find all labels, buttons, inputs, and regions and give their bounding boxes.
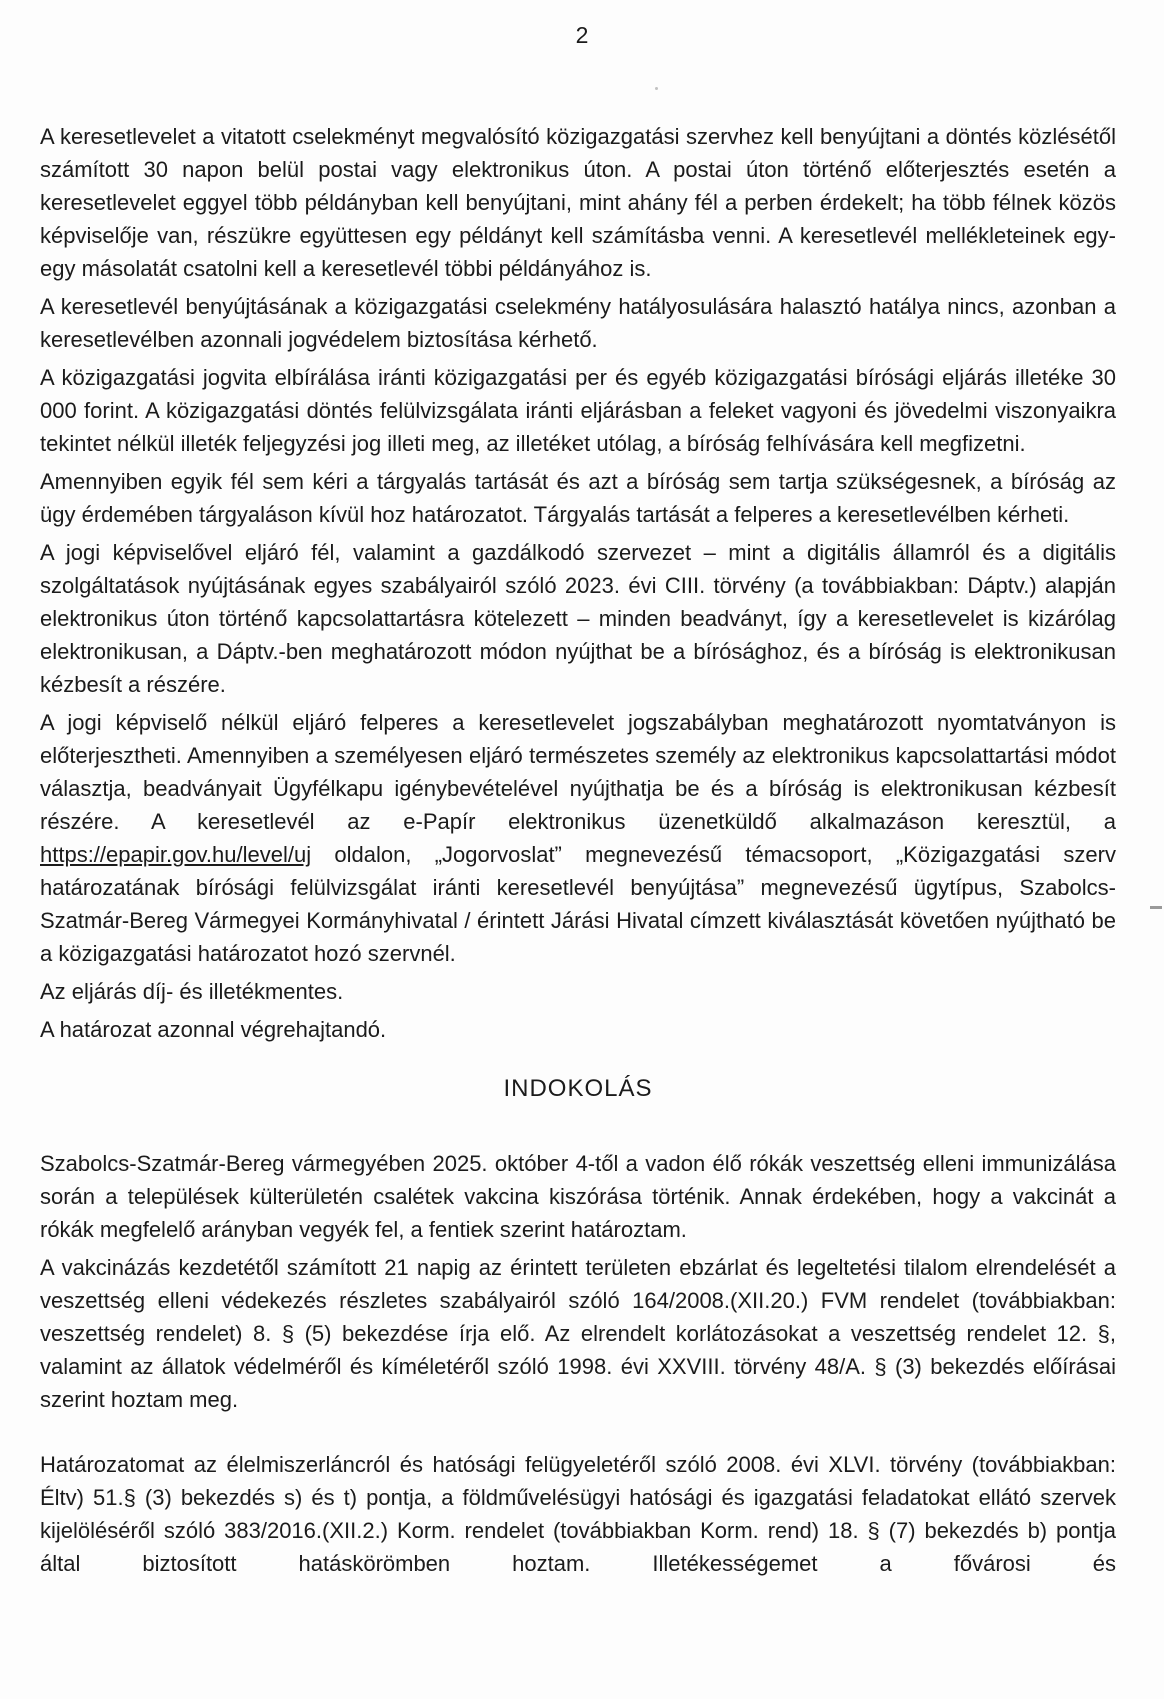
scan-artifact-dash xyxy=(1150,906,1162,909)
epapir-link[interactable]: https://epapir.gov.hu/level/uj xyxy=(40,842,312,867)
document-body xyxy=(40,120,1116,1585)
paragraph-court-fee: A közigazgatási jogvita elbírálása iránti közigazgatási per és egyéb közigazgatási bírósági eljárás illetéke 30 000 forint. A közigazgatási döntés felülvizsgálata iránti eljárásban a feleket vagyoni és jövedelmi viszonyaikra tekintet nélkül illeték feljegyzési jog illeti meg, az illetéket utólag, a bíróság felhívására kell megfizetni. xyxy=(40,365,1116,456)
paragraph-electronic-contact: A jogi képviselővel eljáró fél, valamint a gazdálkodó szervezet – mint a digitális államról és a digitális szolgáltatások nyújtásának egyes szabályairól szóló 2023. évi CIII. törvény (a továbbiakban: Dáptv.) alapján elektronikus úton történő kapcsolattartásra kötelezett – minden beadványt, így a keresetlevelet is kizárólag elektronikusan, a Dáptv.-ben meghatározott módon nyújthat be a bírósághoz, és a bíróság is elektronikusan kézbesít a részére. xyxy=(40,540,1116,697)
paragraph-suspensive-effect: A keresetlevél benyújtásának a közigazgatási cselekmény hatályosulására halasztó hatálya nincs, azonban a keresetlevélben azonnali jogvédelem biztosítása kérhető. xyxy=(40,294,1116,352)
paragraph-fee-exempt: Az eljárás díj- és illetékmentes. xyxy=(40,979,344,1004)
paragraph-enforceable: A határozat azonnal végrehajtandó. xyxy=(40,1017,387,1042)
paragraph-vaccination-campaign: Szabolcs-Szatmár-Bereg vármegyében 2025. október 4-től a vadon élő rókák veszettség elleni immunizálása során a települések külterületén csalétek vakcina kiszórása történik. Annak érdekében, hogy a vakcinát a rókák megfelelő arányban vegyék fel, a fentiek szerint határoztam. xyxy=(40,1151,1116,1242)
paragraph-filing-rules: A keresetlevelet a vitatott cselekményt megvalósító közigazgatási szervhez kell benyújtani a döntés közlésétől számított 30 napon belül postai vagy elektronikus úton. A postai úton történő előterjesztés esetén a keresetlevelet eggyel több példányban kell benyújtani, mint ahány fél a perben érdekelt; ha több félnek közös képviselője van, részükre együttesen egy példányt kell számításba venni. A keresetlevél mellékleteinek egy-egy másolatát csatolni kell a keresetlevél többi példányához is. xyxy=(40,124,1116,281)
section-heading-indokolas: INDOKOLÁS xyxy=(503,1075,653,1102)
page-number: 2 xyxy=(575,22,589,48)
paragraph-quarantine-rules: A vakcinázás kezdetétől számított 21 napig az érintett területen ebzárlat és legeltetési tilalom elrendelését a veszettség elleni védekezés részletes szabályairól szóló 164/2008.(XII.20.) FVM rendelet (továbbiakban: veszettség rendelet) 8. § (5) bekezdése írja elő. Az elrendelt korlátozásokat a veszettség rendelet 12. §, valamint az állatok védelméről és kíméletéről szóló 1998. évi XXVIII. törvény 48/A. § (3) bekezdés előírásai szerint hoztam meg. xyxy=(40,1255,1116,1412)
scan-artifact-speck xyxy=(655,87,658,90)
paragraph-legal-basis: Határozatomat az élelmiszerláncról és hatósági felügyeletéről szóló 2008. évi XLVI. törvény (továbbiakban: Éltv) 51.§ (3) bekezdés s) és t) pontja, a földművelésügyi hatósági és igazgatási feladatokat ellátó szervek kijelöléséről szóló 383/2016.(XII.2.) Korm. rendelet (továbbiakban Korm. rend) 18. § (7) bekezdés b) pontja által biztosított hatáskörömben hoztam. Illetékességemet a fővárosi és xyxy=(40,1452,1116,1576)
paragraph-epapir-pre: A jogi képviselő nélkül eljáró felperes a keresetlevelet jogszabályban meghatározott nyomtatványon is előterjesztheti. Amennyiben a személyesen eljáró természetes személy az elektronikus kapcsolattartási módot választja, beadványait Ügyfélkapu igénybevételével nyújthatja be és a bíróság is elektronikusan kézbesít részére. A keresetlevél az e-Papír elektronikus üzenetküldő alkalmazáson keresztül, a xyxy=(40,710,1116,834)
paragraph-hearing: Amennyiben egyik fél sem kéri a tárgyalás tartását és azt a bíróság sem tartja szükségesnek, a bíróság az ügy érdemében tárgyaláson kívül hoz határozatot. Tárgyalás tartását a felperes a keresetlevélben kérheti. xyxy=(40,469,1116,527)
paragraph-epapir-post: oldalon, „Jogorvoslat” megnevezésű témacsoport, „Közigazgatási szerv határozatának bírósági felülvizsgálat iránti keresetlevél benyújtása” megnevezésű ügytípus, Szabolcs-Szatmár-Bereg Vármegyei Kormányhivatal / érintett Járási Hivatal címzett kiválasztását követően nyújtható be a közigazgatási határozatot hozó szervnél. xyxy=(40,842,1116,966)
paragraph-epapir xyxy=(40,706,1116,970)
